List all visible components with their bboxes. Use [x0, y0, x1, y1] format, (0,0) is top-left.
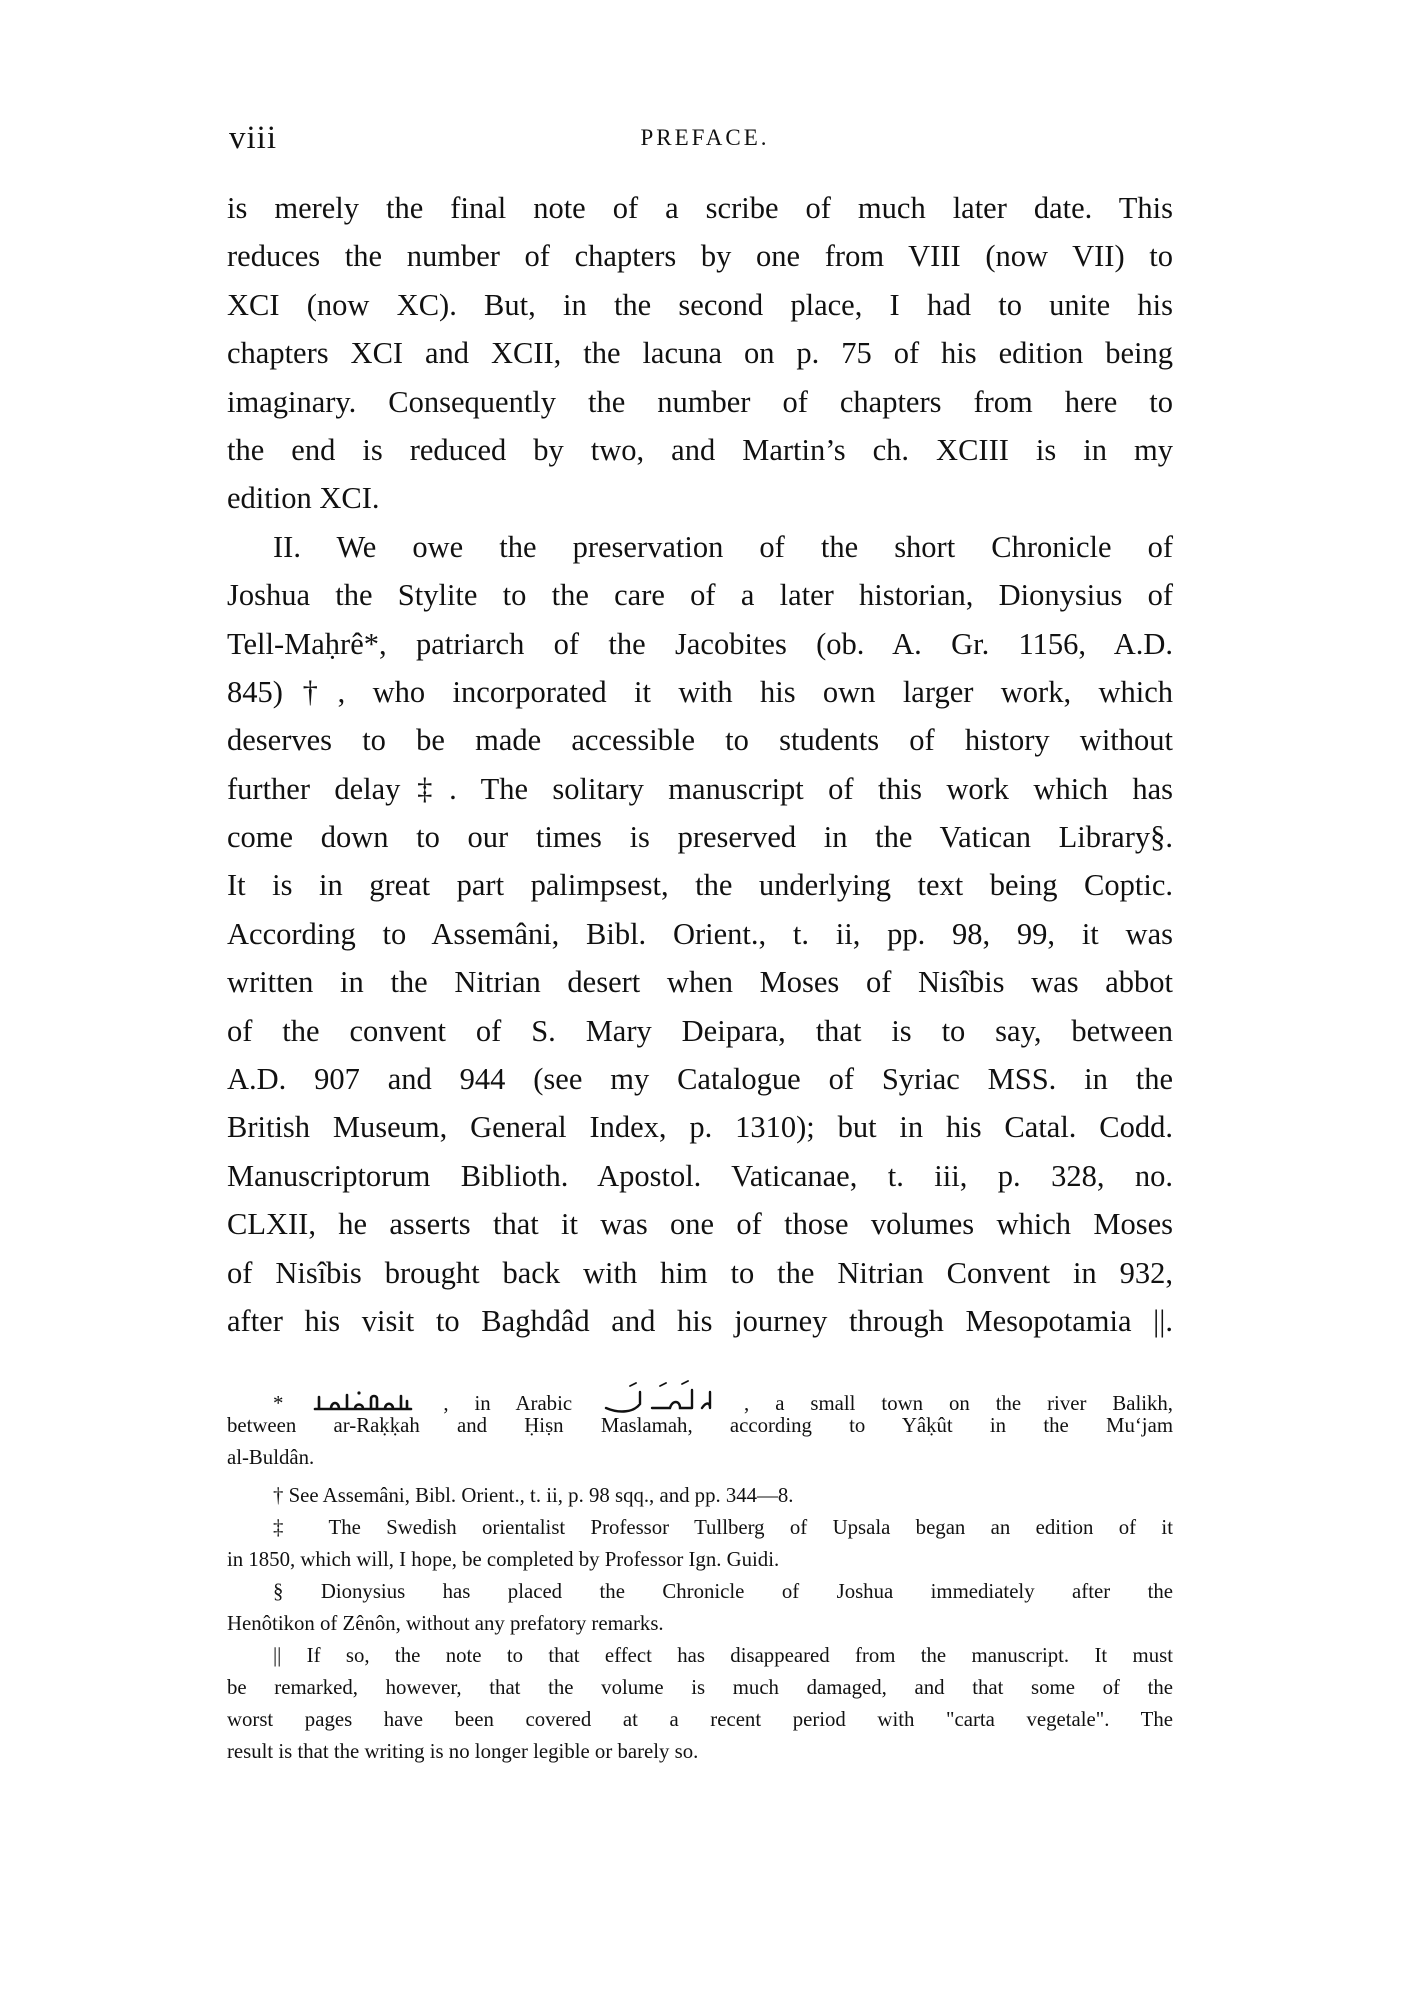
body-line: XCI (now XC). But, in the second place, I had to unite his: [227, 287, 1173, 322]
body-line: after his visit to Baghdâd and his journey through Mesopotamia ||.: [227, 1303, 1173, 1338]
body-line: Manuscriptorum Biblioth. Apostol. Vaticanae, t. iii, p. 328, no.: [227, 1158, 1173, 1193]
body-line: chapters XCI and XCII, the lacuna on p. 75 of his edition being: [227, 336, 1173, 371]
body-line: further delay‡. The solitary manuscript of this work which has: [227, 771, 1173, 806]
footnote-double-dagger: ‡ The Swedish orientalist Professor Tullberg of Upsala began an edition of it: [273, 1516, 1173, 1539]
body-line: According to Assemâni, Bibl. Orient., t. ii, pp. 98, 99, it was: [227, 916, 1173, 951]
body-line: deserves to be made accessible to students of history without: [227, 723, 1173, 758]
body-line: Joshua the Stylite to the care of a later historian, Dionysius of: [227, 578, 1173, 613]
body-line: imaginary. Consequently the number of chapters from here to: [227, 384, 1173, 419]
page-number: viii: [229, 120, 278, 156]
body-line: the end is reduced by two, and Martin’s ch. XCIII is in my: [227, 432, 1173, 467]
body-line: reduces the number of chapters by one from VIII (now VII) to: [227, 239, 1173, 274]
body-text: [227, 184, 1173, 1345]
footnote-line: worst pages have been covered at a recent period with "carta vegetale". The: [227, 1708, 1173, 1731]
body-line: of Nisîbis brought back with him to the Nitrian Convent in 932,: [227, 1255, 1173, 1290]
footnote-line: al-Buldân.: [227, 1446, 315, 1469]
body-line: 845)†, who incorporated it with his own larger work, which: [227, 674, 1173, 709]
footnote-parallel: || If so, the note to that effect has disappeared from the manuscript. It must: [273, 1644, 1173, 1667]
body-line: come down to our times is preserved in the Vatican Library§.: [227, 820, 1173, 855]
running-head: [229, 118, 1181, 158]
footnote-marker: *: [273, 1392, 284, 1415]
body-line: It is in great part palimpsest, the underlying text being Coptic.: [227, 868, 1173, 903]
footnote-text: , a small town on the river Balikh,: [744, 1392, 1173, 1415]
footnotes: [227, 1378, 1173, 1768]
body-line: II. We owe the preservation of the short Chronicle of: [273, 529, 1173, 564]
body-line: edition XCI.: [227, 481, 380, 516]
body-line: of the convent of S. Mary Deipara, that is to say, between: [227, 1013, 1173, 1048]
running-title: PREFACE.: [640, 125, 770, 150]
body-line: written in the Nitrian desert when Moses of Nisîbis was abbot: [227, 965, 1173, 1000]
body-line: Tell-Maḥrê*, patriarch of the Jacobites (ob. A. Gr. 1156, A.D.: [227, 626, 1173, 661]
footnote-dagger: † See Assemâni, Bibl. Orient., t. ii, p. 98 sqq., and pp. 344—8.: [273, 1484, 794, 1507]
body-line: is merely the final note of a scribe of much later date. This: [227, 191, 1173, 225]
footnote-text: , in Arabic: [443, 1392, 573, 1415]
footnote-line: between ar-Raḳḳah and Ḥiṣn Maslamah, according to Yâḳût in the Mu‘jam: [227, 1414, 1173, 1437]
footnote-star: [227, 1378, 1173, 1415]
footnote-line: Henôtikon of Zênôn, without any prefatory remarks.: [227, 1612, 664, 1635]
footnote-line: in 1850, which will, I hope, be completed by Professor Ign. Guidi.: [227, 1548, 780, 1571]
footnote-line: be remarked, however, that the volume is much damaged, and that some of the: [227, 1676, 1173, 1699]
footnote-section: § Dionysius has placed the Chronicle of Joshua immediately after the: [273, 1580, 1173, 1603]
body-line: British Museum, General Index, p. 1310); but in his Catal. Codd.: [227, 1110, 1173, 1145]
body-line: CLXII, he asserts that it was one of those volumes which Moses: [227, 1207, 1173, 1242]
footnote-line: result is that the writing is no longer legible or barely so.: [227, 1740, 699, 1763]
body-line: A.D. 907 and 944 (see my Catalogue of Syriac MSS. in the: [227, 1062, 1173, 1097]
